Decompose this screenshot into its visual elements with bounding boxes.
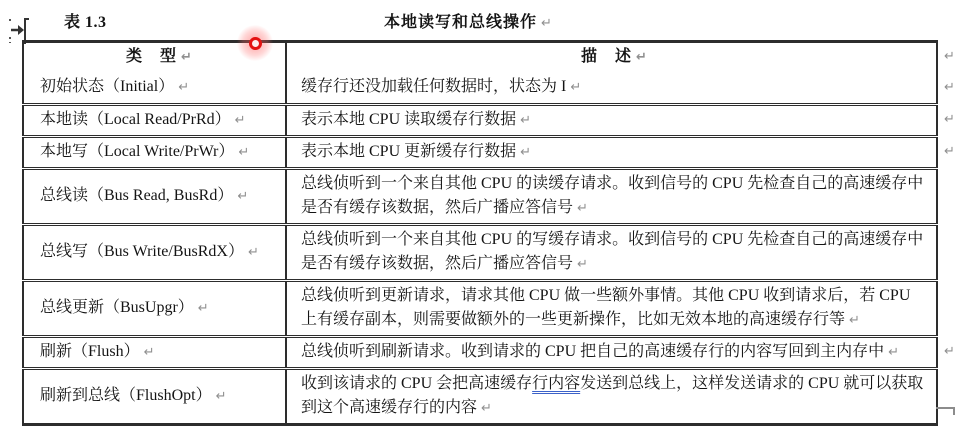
paragraph-mark: ↵ [178,80,190,96]
type-cell-bus-upgrade[interactable] [23,281,286,337]
type-cell-bus-write[interactable] [23,225,286,281]
paragraph-mark: ↵ [541,16,552,31]
desc-text: 总线侦听到刷新请求。收到请求的 CPU 把自己的高速缓存行的内容写回到主内存中 [301,343,885,360]
paragraph-mark: ↵ [237,189,249,204]
table-row-local-write [23,137,937,169]
paragraph-mark: ↵ [143,345,155,360]
desc-text: 发送到总线上，这样发送请求的 CPU 就可以获取到这个高速缓存行的内容 [301,375,924,416]
header-type-label: 类 型 [126,48,178,66]
table-row-initial [23,73,937,105]
paragraph-mark: ↵ [577,257,588,272]
paragraph-mark: ↵ [215,389,227,404]
desc-text: 缓存行还没加载任何数据时，状态为 I [301,78,567,96]
type-cell-flush-opt[interactable] [23,369,286,425]
type-cell-local-read[interactable] [23,105,286,137]
desc-text: 表示本地 CPU 更新缓存行数据 [301,143,517,160]
table-row-local-read [23,105,937,137]
header-cell-type[interactable] [23,42,286,73]
cache-operations-table [22,40,938,426]
paragraph-mark: ↵ [197,301,209,316]
table-body [23,73,937,425]
table-number-label: 表 1.3 [64,14,107,31]
paragraph-mark: ↵ [888,345,900,360]
desc-cell-bus-upgrade[interactable] [286,281,937,337]
type-text: 刷新到总线（FlushOpt） [40,387,212,404]
paragraph-mark: ↵ [247,245,259,260]
type-text: 刷新（Flush） [40,343,140,360]
desc-text: 总线侦听到一个来自其他 CPU 的写缓存请求。收到信号的 CPU 先检查自己的高速缓存中是否有缓存该数据，然后广播应答信号 [301,231,924,272]
header-desc-label: 描 述 [581,48,633,66]
table-resize-corner-icon[interactable] [936,407,955,415]
desc-text: 总线侦听到更新请求，请求其他 CPU 做一些额外事情。其他 CPU 收到请求后，若 CPU 上有缓存副本，则需要做额外的一些更新操作，比如无效本地的高速缓存行等 [301,287,911,328]
header-cell-desc[interactable] [286,42,937,73]
paragraph-mark: ↵ [520,145,532,160]
desc-cell-flush-opt[interactable] [286,369,937,425]
table-row-flush [23,337,937,369]
end-of-row-mark: ↵ [944,80,955,95]
table-row-bus-write [23,225,937,281]
desc-text: 总线侦听到一个来自其他 CPU 的读缓存请求。收到信号的 CPU 先检查自己的高速缓存中是否有缓存该数据，然后广播应答信号 [301,175,924,216]
end-of-row-mark: ↵ [944,144,955,159]
type-cell-bus-read[interactable] [23,169,286,225]
table-header-row [23,42,937,73]
desc-text: 收到该请求的 CPU 会把高速缓存 [301,375,533,392]
end-of-row-mark: ↵ [944,48,955,64]
table-caption-line[interactable] [0,8,936,38]
type-cell-initial[interactable] [23,73,286,105]
paragraph-mark: ↵ [238,145,250,160]
table-row-flush-opt [23,369,937,425]
table-title: 本地读写和总线操作 [384,14,538,31]
desc-cell-local-read[interactable] [286,105,937,137]
type-text: 总线更新（BusUpgr） [40,299,194,316]
type-cell-local-write[interactable] [23,137,286,169]
table-row-bus-upgrade [23,281,937,337]
paragraph-mark: ↵ [636,50,648,66]
desc-cell-local-write[interactable] [286,137,937,169]
type-cell-flush[interactable] [23,337,286,369]
paragraph-mark: ↵ [234,113,246,128]
type-text: 本地读（Local Read/PrRd） [40,111,231,128]
cache-operations-table-wrap [22,40,955,426]
paragraph-mark: ↵ [570,80,582,96]
desc-text: 表示本地 CPU 读取缓存行数据 [301,111,517,128]
type-text: 总线写（Bus Write/BusRdX） [40,243,244,260]
paragraph-mark: ↵ [181,50,193,66]
table-row-bus-read [23,169,937,225]
paragraph-mark: ↵ [849,313,860,328]
desc-cell-initial[interactable] [286,73,937,105]
end-of-row-mark: ↵ [944,112,955,127]
paragraph-mark: ↵ [577,201,588,216]
paragraph-mark: ↵ [481,401,492,416]
desc-cell-bus-write[interactable] [286,225,937,281]
desc-cell-bus-read[interactable] [286,169,937,225]
paragraph-mark: ↵ [520,113,532,128]
end-of-row-mark: ↵ [944,344,955,359]
grammar-checked-text: 行内容 [532,375,581,392]
type-text: 总线读（Bus Read, BusRd） [40,187,234,204]
type-text: 本地写（Local Write/PrWr） [40,143,235,160]
table-title-wrap [0,8,936,39]
type-text: 初始状态（Initial） [40,78,175,96]
desc-cell-flush[interactable] [286,337,937,369]
